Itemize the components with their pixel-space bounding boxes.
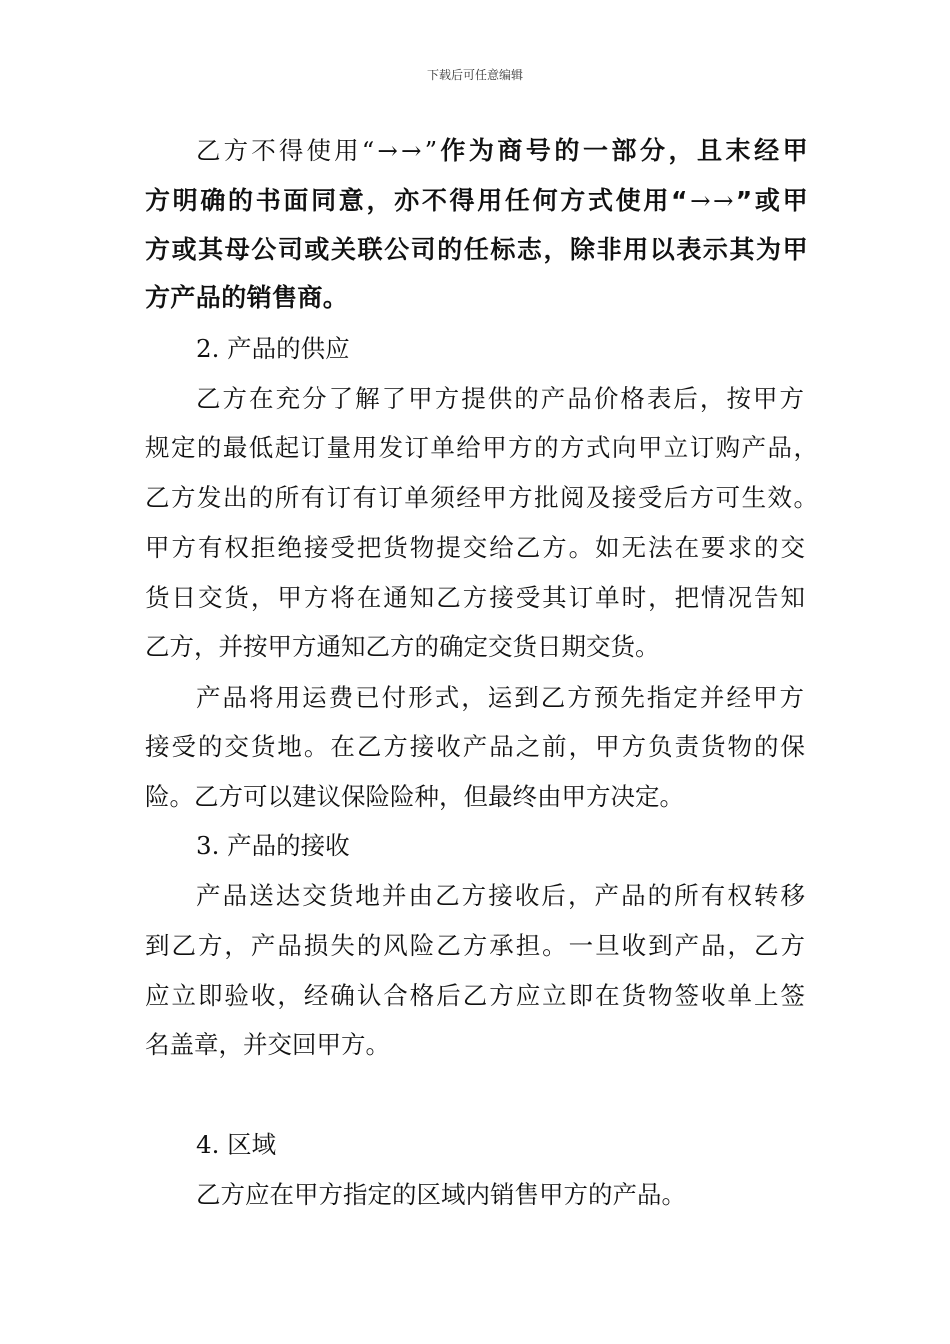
text-segment: 方明确的书面同意，亦不得用任何方式使用“ (145, 186, 691, 215)
text-segment: 3. 产品的接收 (196, 831, 350, 860)
text-segment: →→ (690, 186, 736, 215)
text-line (145, 430, 819, 466)
text-line (196, 133, 811, 169)
text-segment: 乙方应在甲方指定的区域内销售甲方的产品。 (196, 1180, 686, 1209)
text-line (145, 978, 807, 1014)
text-segment: 接受的交货地。在乙方接收产品之前，甲方负责货物的保 (145, 732, 807, 761)
text-segment: 作为商号的一部分，且末经甲 (440, 136, 812, 165)
text-segment: 名盖章，并交回甲方。 (145, 1030, 390, 1059)
text-segment: 险。乙方可以建议保险险种，但最终由甲方决定。 (145, 782, 684, 811)
page-header: 下载后可任意编辑 (426, 68, 523, 82)
text-segment: 应立即验收，经确认合格后乙方应立即在货物签收单上签 (145, 981, 807, 1010)
text-segment: 乙方不得使用“→→” (196, 136, 441, 165)
text-line (145, 729, 807, 765)
text-segment: 2. 产品的供应 (196, 334, 350, 363)
text-line (145, 928, 807, 964)
text-line (145, 580, 807, 616)
text-line (196, 1177, 686, 1213)
text-segment: ”或甲 (735, 186, 811, 215)
text-line (145, 629, 660, 665)
text-line (196, 680, 806, 716)
text-segment: 产品送达交货地并由乙方接收后，产品的所有权转移 (196, 881, 808, 910)
text-line (196, 381, 806, 417)
text-line (145, 1027, 390, 1063)
text-segment: 4. 区域 (196, 1130, 277, 1159)
text-segment: 到乙方，产品损失的风险乙方承担。一旦收到产品，乙方 (145, 931, 807, 960)
text-segment: 方或其母公司或关联公司的任标志，除非用以表示其为甲 (145, 235, 810, 264)
text-segment: 乙方发出的所有订有订单须经甲方批阅及接受后方可生效。 (145, 483, 820, 512)
text-segment: 产品将用运费已付形式，运到乙方预先指定并经甲方 (196, 683, 807, 712)
text-segment: 方产品的销售商。 (145, 283, 349, 312)
text-segment: 甲方有权拒绝接受把货物提交给乙方。如无法在要求的交 (145, 533, 807, 562)
text-segment: 乙方，并按甲方通知乙方的确定交货日期交货。 (145, 632, 660, 661)
text-line (145, 280, 348, 316)
text-line (145, 530, 807, 566)
text-line (145, 183, 810, 219)
text-line (196, 878, 807, 914)
text-line (196, 828, 350, 864)
text-line (145, 480, 819, 516)
text-line (196, 331, 350, 367)
text-segment: 货日交货，甲方将在通知乙方接受其订单时，把情况告知 (145, 583, 807, 612)
text-segment: 规定的最低起订量用发订单给甲方的方式向甲立订购产品， (145, 433, 820, 462)
text-segment: 乙方在充分了解了甲方提供的产品价格表后，按甲方 (196, 384, 807, 413)
text-line (196, 1127, 276, 1163)
text-line (145, 779, 684, 815)
text-line (145, 232, 809, 268)
